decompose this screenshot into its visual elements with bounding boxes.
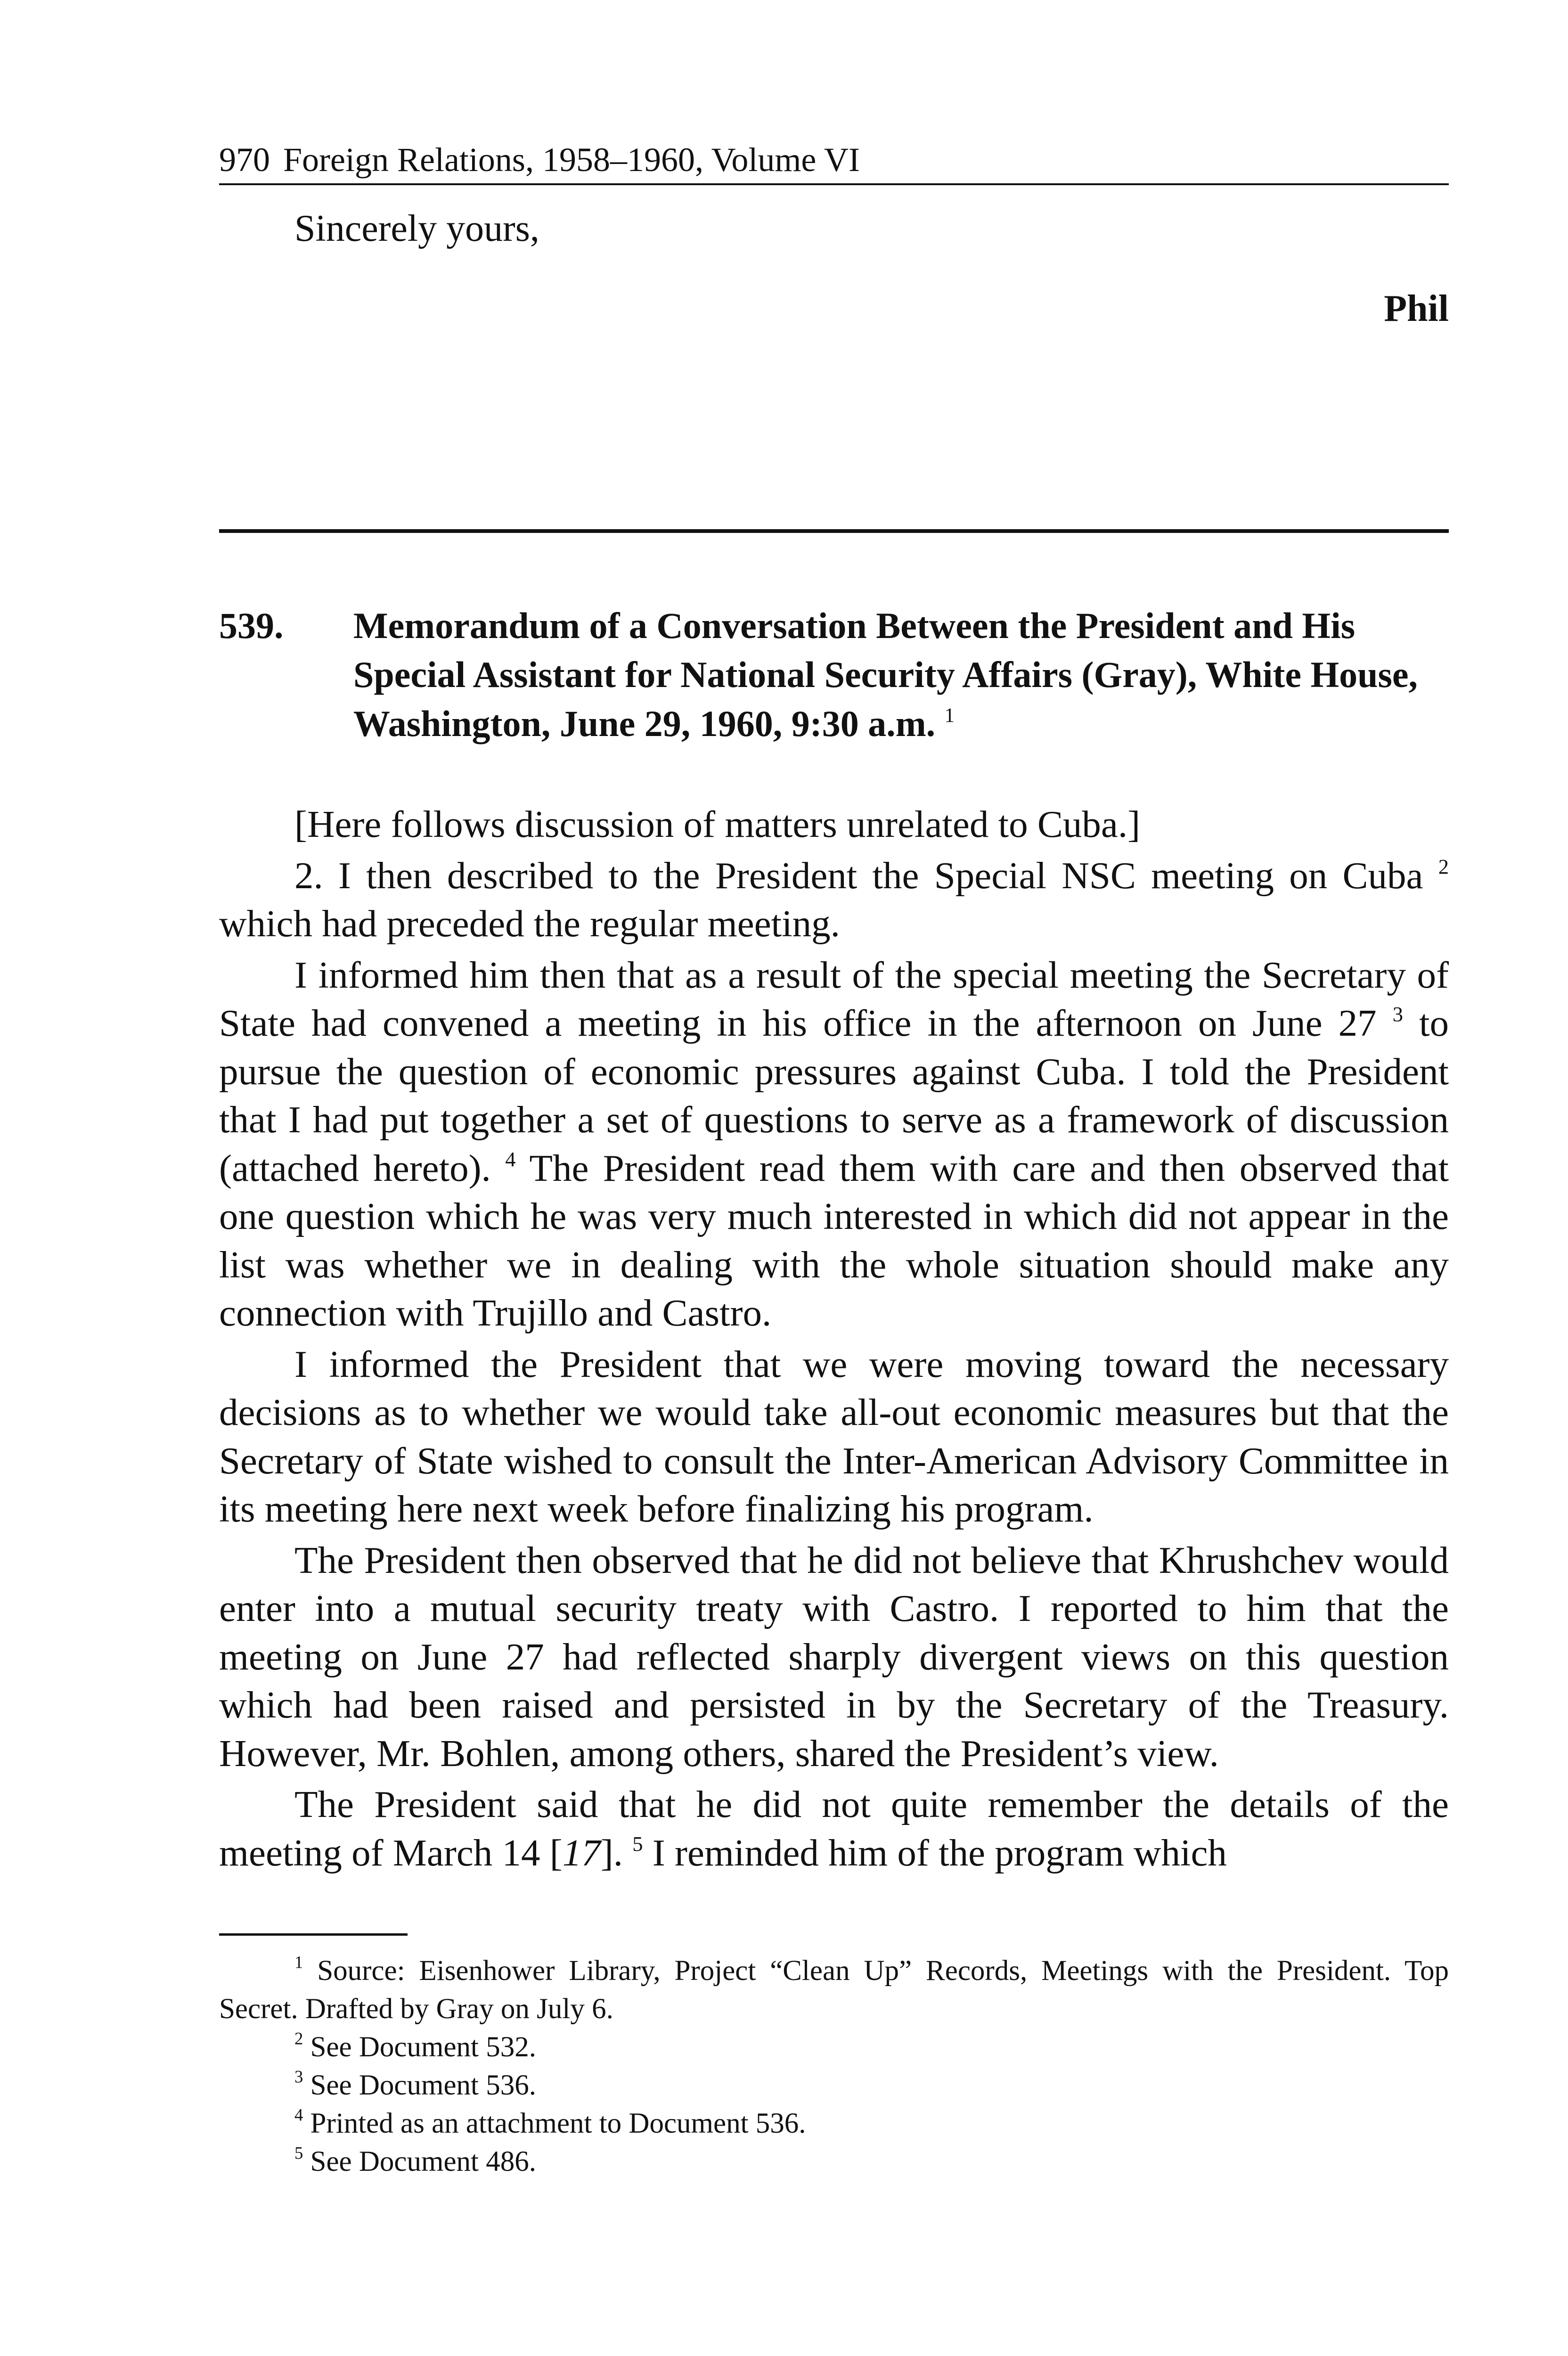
footnote-text: Printed as an attachment to Document 536. xyxy=(303,2108,806,2140)
footnote xyxy=(219,2104,1449,2143)
footnote xyxy=(219,1952,1449,2028)
page-number: 970 xyxy=(219,141,270,179)
paragraph-text: I informed him then that as a result of the special meeting the Secretary of State had convened a meeting in his office in the afternoon on June 27 xyxy=(219,953,1449,1045)
complimentary-close: Sincerely yours, xyxy=(294,208,539,250)
paragraph-text: The President said that he did not quite remember the details of the meeting of March 14 [ xyxy=(219,1783,1449,1874)
footnote-text: See Document 486. xyxy=(303,2146,536,2178)
paragraph-text: 2. I then described to the President the Special NSC meeting on Cuba xyxy=(294,854,1423,897)
running-header xyxy=(219,141,1449,185)
document-heading xyxy=(219,601,1449,748)
footnotes xyxy=(219,1952,1449,2181)
document-body xyxy=(219,800,1449,1877)
footnote xyxy=(219,2143,1449,2181)
footnote-text: See Document 532. xyxy=(303,2031,536,2063)
paragraph-italic: 17 xyxy=(562,1831,601,1874)
footnote-marker: 2 xyxy=(294,2029,303,2048)
volume-title: Foreign Relations, 1958–1960, Volume VI xyxy=(283,141,860,179)
paragraph xyxy=(219,1780,1449,1877)
paragraph-text: which had preceded the regular meeting. xyxy=(219,902,840,945)
footnote-ref: 2 xyxy=(1438,854,1449,878)
footnote xyxy=(219,2066,1449,2104)
document-title-text: Memorandum of a Conversation Between the President and His Special Assistant for National Security Affairs (Gray), White House, Washington, June 29, 1960, 9:30 a.m. xyxy=(353,605,1418,744)
footnote-ref: 5 xyxy=(632,1832,643,1856)
paragraph-text: ]. xyxy=(600,1831,623,1874)
paragraph xyxy=(219,800,1449,849)
footnote-marker: 4 xyxy=(294,2105,303,2125)
paragraph-text: The President then observed that he did not believe that Khrushchev would enter into a mutual security treaty with Castro. I reported to him that the meeting on June 27 had reflected sharply divergent views on this question which had been raised and persisted in by the Secretary of the Treasury. However, Mr. Bohlen, among others, shared the President’s view. xyxy=(219,1538,1449,1775)
paragraph-text: I reminded him of the program which xyxy=(643,1831,1227,1874)
document-title xyxy=(353,601,1449,748)
footnote-text: See Document 536. xyxy=(303,2070,536,2102)
paragraph xyxy=(219,1536,1449,1778)
paragraph-text: The President read them with care and then observed that one question which he was very much interested in which did not appear in the list was whether we in dealing with the whole situation should make any connection with Trujillo and Castro. xyxy=(219,1146,1449,1334)
document-number: 539. xyxy=(219,605,284,646)
footnote xyxy=(219,2028,1449,2066)
paragraph-text: to pursue the question of economic pressures against Cuba. I told the President that I had put together a set of questions to serve as a framework of discussion (attached hereto). xyxy=(219,1002,1449,1189)
document-page xyxy=(219,141,1449,2181)
footnote-marker: 3 xyxy=(294,2067,303,2086)
footnote-marker: 5 xyxy=(294,2143,303,2163)
document-separator-rule xyxy=(219,529,1449,533)
footnote-ref: 4 xyxy=(505,1147,516,1171)
footnote-ref: 1 xyxy=(944,704,955,727)
signature: Phil xyxy=(1384,288,1449,330)
paragraph-text: I informed the President that we were moving toward the necessary decisions as to whether we would take all-out economic measures but that the Secretary of State wished to consult the Inter-American Advisory Committee in its meeting here next week before finalizing his program. xyxy=(219,1342,1449,1530)
footnote-text: Source: Eisenhower Library, Project “Clean Up” Records, Meetings with the President. Top Secret. Drafted by Gray on July 6. xyxy=(219,1955,1449,2025)
footnote-rule xyxy=(219,1933,408,1936)
paragraph xyxy=(219,1340,1449,1533)
footnote-ref: 3 xyxy=(1392,1002,1403,1026)
paragraph-text: [Here follows discussion of matters unrelated to Cuba.] xyxy=(294,803,1141,846)
paragraph xyxy=(219,951,1449,1337)
footnote-marker: 1 xyxy=(294,1952,303,1972)
paragraph xyxy=(219,851,1449,948)
